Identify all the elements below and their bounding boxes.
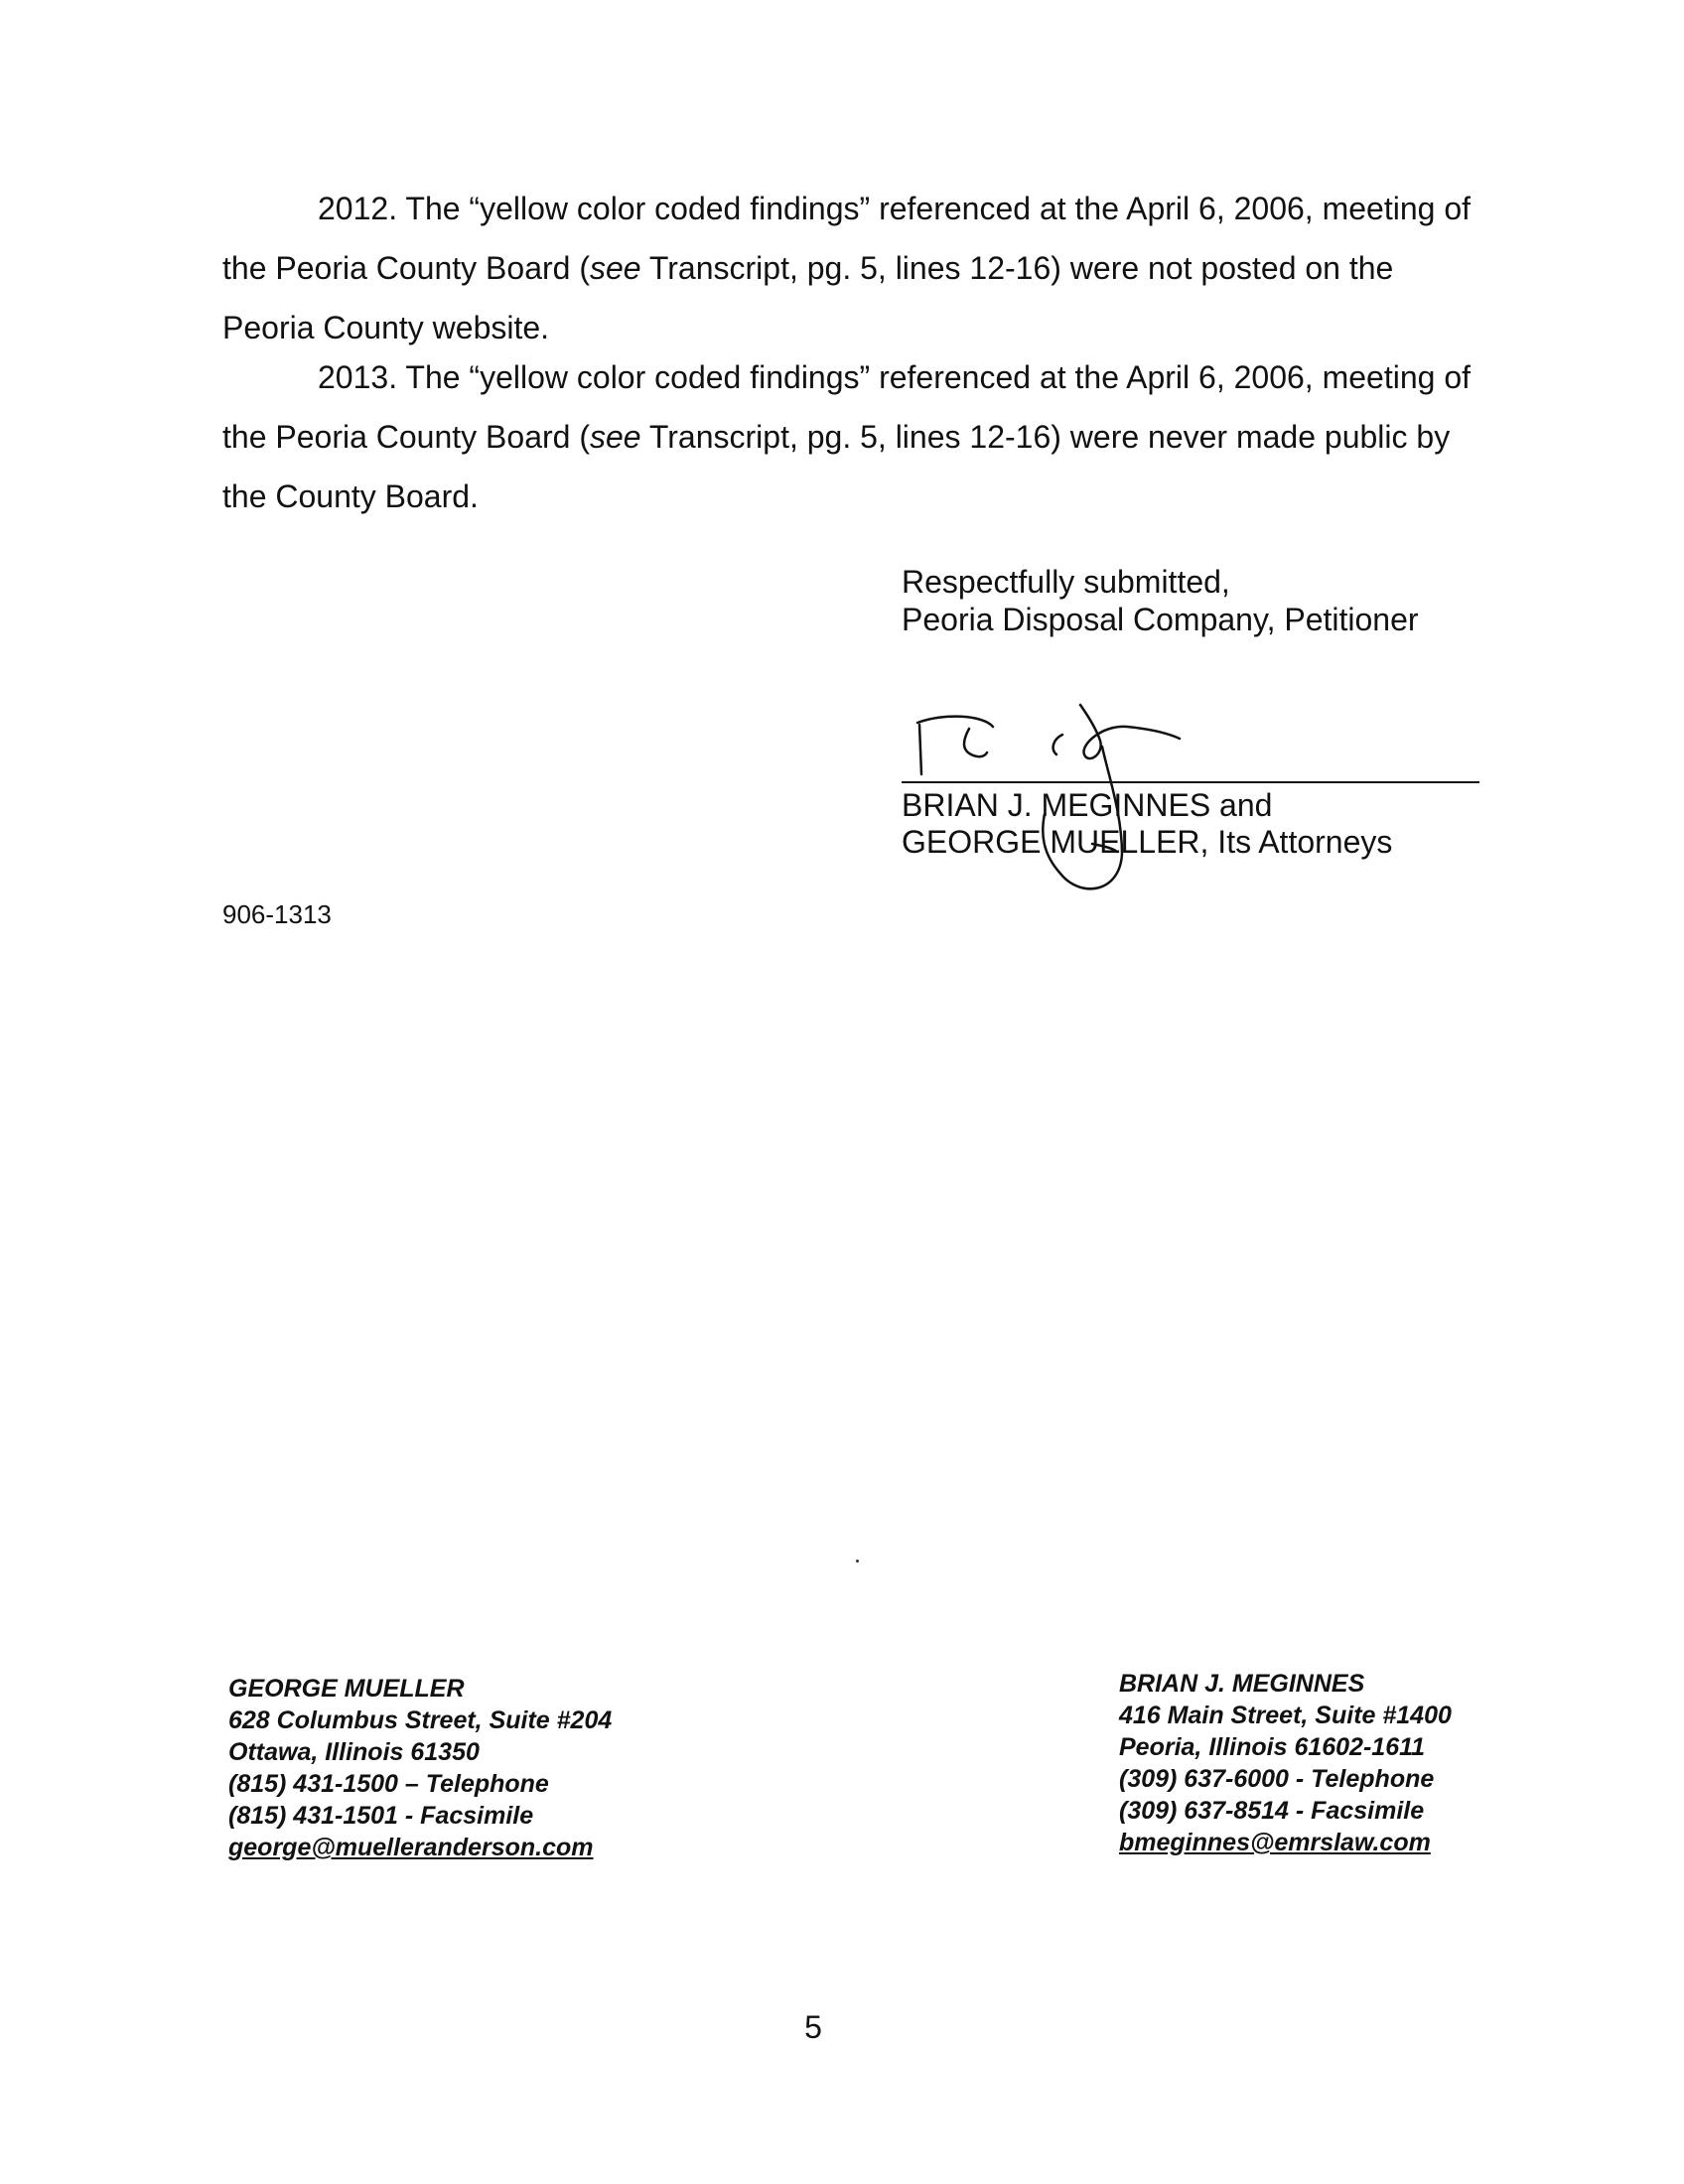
paragraph-text: The “yellow color coded findings” referenced at the April 6, 2006, meeting of the Peoria County Board ( — [222, 191, 1471, 286]
paragraph-2013 — [222, 347, 1483, 526]
signature-line — [902, 781, 1479, 783]
paragraph-text-end: Transcript, pg. 5, lines 12-16) were never made public by the County Board. — [222, 419, 1451, 514]
contact-fax: (309) 637-8514 - Facsimile — [1119, 1797, 1425, 1825]
contact-email-link[interactable]: bmeginnes@emrslaw.com — [1119, 1829, 1431, 1856]
contact-name: GEORGE MUELLER — [228, 1675, 465, 1703]
contact-address1: 416 Main Street, Suite #1400 — [1119, 1702, 1452, 1729]
paragraph-text: The “yellow color coded findings” referenced at the April 6, 2006, meeting of the Peoria County Board ( — [222, 359, 1471, 455]
closing-respectfully-submitted: Respectfully submitted, — [902, 564, 1230, 600]
paragraph-number: 2013. — [318, 359, 398, 395]
paragraph-italic-see: see — [589, 419, 641, 455]
contact-block-mueller — [228, 1673, 612, 1863]
file-number: 906-1313 — [222, 899, 332, 929]
contact-phone: (309) 637-6000 - Telephone — [1119, 1765, 1435, 1793]
paragraph-text-end: Transcript, pg. 5, lines 12-16) were not posted on the Peoria County website. — [222, 250, 1394, 345]
contact-phone: (815) 431-1500 – Telephone — [228, 1770, 549, 1798]
contact-address2: Peoria, Illinois 61602-1611 — [1119, 1733, 1426, 1761]
signatory-names: BRIAN J. MEGINNES and — [902, 787, 1273, 823]
closing-petitioner: Peoria Disposal Company, Petitioner — [902, 602, 1419, 637]
page-number: 5 — [804, 2009, 822, 2045]
stray-mark — [856, 1560, 859, 1563]
paragraph-2012 — [222, 179, 1483, 357]
signatory-attorneys: GEORGE MUELLER, Its Attorneys — [902, 824, 1393, 860]
contact-address2: Ottawa, Illinois 61350 — [228, 1738, 480, 1766]
contact-email-link[interactable]: george@muelleranderson.com — [228, 1834, 594, 1861]
paragraph-number: 2012. — [318, 191, 398, 226]
contact-address1: 628 Columbus Street, Suite #204 — [228, 1706, 613, 1734]
paragraph-italic-see: see — [589, 250, 641, 286]
contact-fax: (815) 431-1501 - Facsimile — [228, 1802, 534, 1830]
contact-block-meginnes — [1119, 1668, 1452, 1858]
contact-name: BRIAN J. MEGINNES — [1119, 1670, 1365, 1698]
